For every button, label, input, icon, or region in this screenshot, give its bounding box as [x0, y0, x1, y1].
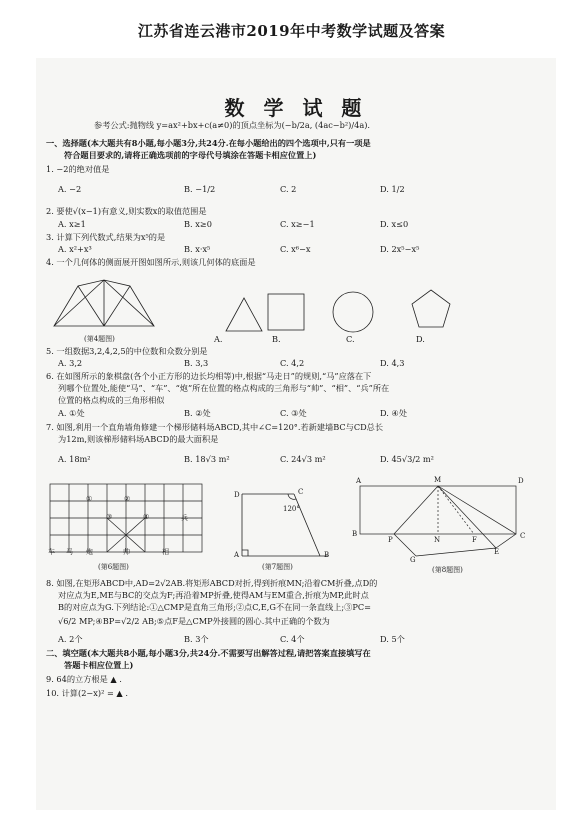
- q5-option-c: C. 4,2: [280, 358, 305, 368]
- label8-G: G: [410, 556, 416, 564]
- q8-option-c: C. 4个: [280, 634, 305, 644]
- q2-option-b: B. x≥0: [184, 219, 212, 229]
- fig6-caption: (第6题图): [98, 563, 129, 571]
- option-b-square: [268, 294, 304, 330]
- q7-option-c: C. 24√3 m²: [280, 454, 326, 464]
- piece-xiang: 相: [162, 548, 169, 556]
- piece-shuai: 帅: [123, 548, 130, 556]
- piece-pao: 炮: [86, 548, 93, 556]
- q8-stem-line4: √6/2 MP;④BP=√2/2 AB;⑤点F是△CMP外接圆的圆心.其中正确的个数为: [58, 616, 330, 626]
- rectangle-fold-figure: [354, 480, 554, 562]
- q2-option-d: D. x≤0: [380, 219, 409, 229]
- q5-stem: 5. 一组数据3,2,4,2,5的中位数和众数分别是: [46, 346, 208, 356]
- fig8-caption: (第8题图): [432, 566, 463, 574]
- q6-option-d: D. ④处: [380, 408, 408, 418]
- q5-option-d: D. 4,3: [380, 358, 405, 368]
- q2-option-c: C. x≥−1: [280, 219, 315, 229]
- spot-1: ①: [86, 495, 93, 503]
- exam-page-scan: [36, 58, 556, 810]
- label8-M: M: [434, 476, 442, 484]
- q3-option-c: C. x⁶−x: [280, 244, 311, 254]
- q6-stem-line1: 6. 在如图所示的象棋盘(各个小正方形的边长均相等)中,根据“马走日”的规则,“马”应落在下: [46, 371, 372, 381]
- q4-stem: 4. 一个几何体的侧面展开图如图所示,则该几何体的底面是: [46, 257, 256, 267]
- q6-option-a: A. ①处: [58, 408, 85, 418]
- spot-4: ④: [143, 513, 150, 521]
- q7-option-d: D. 45√3/2 m²: [380, 454, 434, 464]
- q3-option-d: D. 2x⁵−x⁵: [380, 244, 420, 254]
- spot-2: ②: [124, 495, 131, 503]
- q8-option-d: D. 5个: [380, 634, 405, 644]
- paper-title: 数 学 试 题: [224, 96, 368, 120]
- label8-C: C: [520, 532, 526, 540]
- q1-option-b: B. −1/2: [184, 184, 216, 194]
- q4-option-c: C.: [346, 334, 355, 344]
- section2-heading: 二、填空题(本大题共8小题,每小题3分,共24分.不需要写出解答过程,请把答案直接填写在: [46, 648, 371, 658]
- label8-D: D: [518, 477, 524, 485]
- q6-option-c: C. ③处: [280, 408, 307, 418]
- label8-E: E: [494, 548, 500, 556]
- q7-option-b: B. 18√3 m²: [184, 454, 230, 464]
- q7-stem-line2: 为12m,则该梯形储料场ABCD的最大面积是: [58, 434, 219, 444]
- q9-stem: 9. 64的立方根是 ▲ .: [46, 674, 122, 684]
- q8-option-b: B. 3个: [184, 634, 209, 644]
- q6-stem-line2: 列哪个位置处,能使“马”、“车”、“炮”所在位置的格点构成的三角形与“帅”、“相”、“兵”所在: [58, 383, 390, 393]
- piece-che: 车: [48, 548, 55, 556]
- q1-option-d: D. 1/2: [380, 184, 405, 194]
- q3-option-a: A. x²+x³: [58, 244, 92, 254]
- q1-stem: 1. −2的绝对值是: [46, 164, 110, 174]
- q4-option-d: D.: [416, 334, 425, 344]
- option-a-triangle: [226, 298, 262, 331]
- label-C: C: [298, 488, 304, 496]
- q10-stem: 10. 计算(2−x)² = ▲ .: [46, 688, 128, 698]
- section2-heading-cont: 答题卡相应位置上): [64, 660, 134, 670]
- q3-option-b: B. x·x⁵: [184, 244, 211, 254]
- net-fan: [54, 280, 154, 326]
- option-d-pentagon: [412, 290, 450, 327]
- q4-figures: [46, 276, 516, 340]
- q8-stem-line1: 8. 如图,在矩形ABCD中,AD=2√2AB.将矩形ABCD对折,得到折痕MN;沿着CM折叠,点D的: [46, 578, 378, 588]
- reference-formula: 参考公式:抛物线 y=ax²+bx+c(a≠0)的顶点坐标为(−b/2a, (4ac−b²)/4a).: [94, 120, 371, 130]
- fig7-caption: (第7题图): [262, 563, 293, 571]
- label-B: B: [324, 551, 330, 559]
- document-title: 江苏省连云港市2019年中考数学试题及答案: [137, 22, 446, 40]
- q6-option-b: B. ②处: [184, 408, 211, 418]
- q4-caption: (第4题图): [84, 335, 115, 343]
- q6-stem-line3: 位置的格点构成的三角形相似: [58, 395, 165, 405]
- q2-stem: 2. 要使√(x−1)有意义,则实数x的取值范围是: [46, 206, 207, 216]
- piece-bing: 兵: [181, 514, 188, 522]
- option-c-circle: [333, 292, 373, 332]
- q1-option-a: A. −2: [58, 184, 82, 194]
- q5-option-a: A. 3,2: [58, 358, 83, 368]
- spot-3: ③: [106, 513, 113, 521]
- section1-heading-cont: 符合题目要求的,请将正确选项前的字母代号填涂在答题卡相应位置上): [64, 150, 317, 160]
- q5-option-b: B. 3,3: [184, 358, 209, 368]
- q2-option-a: A. x≥1: [58, 219, 86, 229]
- q8-stem-line3: B的对应点为G.下列结论:①△CMP是直角三角形;②点C,E,G不在同一条直线上;③PC=: [58, 602, 371, 612]
- label8-N: N: [434, 536, 441, 544]
- angle-label: 120°: [283, 505, 300, 513]
- q8-option-a: A. 2个: [58, 634, 83, 644]
- q4-option-b: B.: [272, 334, 281, 344]
- q7-stem-line1: 7. 如图,利用一个直角墙角修建一个梯形储料场ABCD,其中∠C=120°.若新建墙BC与CD总长: [46, 422, 384, 432]
- piece-ma: 马: [66, 548, 73, 556]
- label8-P: P: [388, 536, 393, 544]
- label8-B: B: [352, 530, 358, 538]
- q8-stem-line2: 对应点为E,ME与BC的交点为F;再沿着MP折叠,使得AM与EM重合,折痕为MP,此时点: [58, 590, 369, 600]
- q4-option-a: A.: [214, 334, 223, 344]
- q3-stem: 3. 计算下列代数式,结果为x⁵的是: [46, 232, 166, 242]
- label-A: A: [234, 551, 240, 559]
- q7-option-a: A. 18m²: [58, 454, 91, 464]
- label8-F: F: [472, 536, 477, 544]
- section1-heading: 一、选择题(本大题共有8小题,每小题3分,共24分.在每小题给出的四个选项中,只有一项是: [46, 138, 371, 148]
- label8-A: A: [356, 477, 362, 485]
- label-D: D: [234, 491, 240, 499]
- q1-option-c: C. 2: [280, 184, 297, 194]
